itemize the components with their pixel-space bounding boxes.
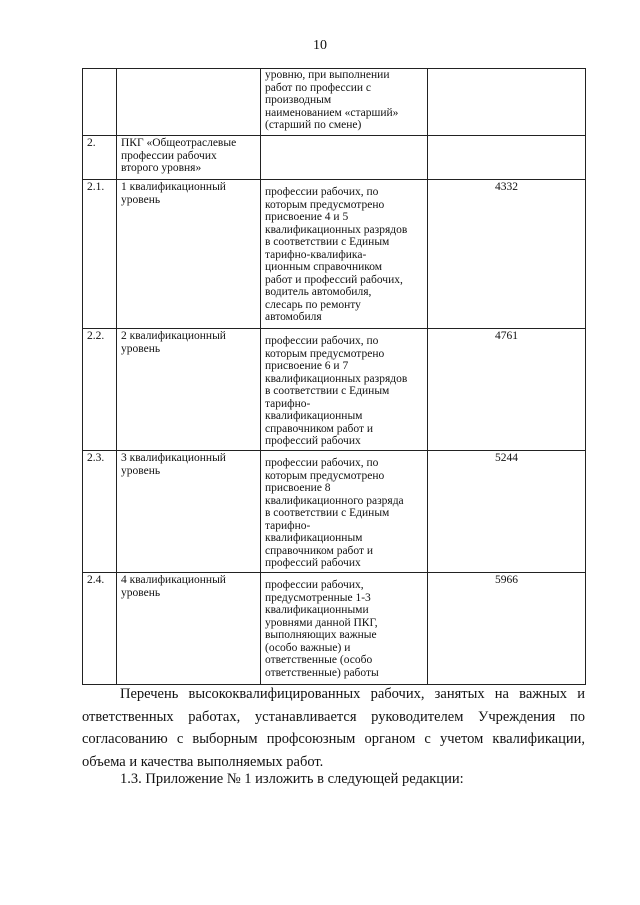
qualification-group: ПКГ «Общеотраслевые профессии рабочих второго уровня» (117, 136, 261, 180)
qualification-group: 2 квалификационный уровень (117, 329, 261, 451)
row-number: 2.3. (83, 451, 117, 573)
salary-value (428, 69, 586, 136)
row-number (83, 69, 117, 136)
table-row (83, 180, 586, 329)
qualification-group: 4 квалификационный уровень (117, 573, 261, 685)
wage-table (82, 68, 586, 685)
table-row (83, 573, 586, 685)
profession-description: уровню, при выполнении работ по профессии с производным наименованием «старший» (старший по смене) (261, 69, 428, 136)
table-row (83, 69, 586, 136)
profession-description: профессии рабочих, предусмотренные 1-3 квалификационными уровнями данной ПКГ, выполняющих важные (особо важные) и ответственные (особо ответственные) работы (261, 573, 428, 685)
profession-description (261, 136, 428, 180)
row-number: 2. (83, 136, 117, 180)
page-number: 10 (313, 38, 327, 53)
table-row (83, 136, 586, 180)
paragraph-text: Перечень высококвалифицированных рабочих, занятых на важных и ответственных работах, устанавливается руководителем Учреждения по согласованию с выборным профсоюзным органом с учетом квалификации, объема и качества выполняемых работ. (82, 686, 585, 770)
paragraph-text: 1.3. Приложение № 1 изложить в следующей редакции: (120, 771, 464, 787)
salary-value: 5966 (428, 573, 586, 685)
salary-value: 4332 (428, 180, 586, 329)
profession-description: профессии рабочих, по которым предусмотрено присвоение 8 квалификационного разряда в соответствии с Единым тарифно- квалификационным справочником работ и профессий рабочих (261, 451, 428, 573)
row-number: 2.4. (83, 573, 117, 685)
profession-description: профессии рабочих, по которым предусмотрено присвоение 6 и 7 квалификационных разрядов в соответствии с Единым тарифно- квалификационным справочником работ и профессий рабочих (261, 329, 428, 451)
qualification-group: 1 квалификационный уровень (117, 180, 261, 329)
profession-description: профессии рабочих, по которым предусмотрено присвоение 4 и 5 квалификационных разрядов в соответствии с Единым тарифно-квалифика- ционным справочником работ и профессий рабочих, водитель автомобиля, слесарь по ремонту автомобиля (261, 180, 428, 329)
qualification-group (117, 69, 261, 136)
salary-value (428, 136, 586, 180)
row-number: 2.1. (83, 180, 117, 329)
qualification-group: 3 квалификационный уровень (117, 451, 261, 573)
table-row (83, 329, 586, 451)
row-number: 2.2. (83, 329, 117, 451)
salary-value: 5244 (428, 451, 586, 573)
salary-value: 4761 (428, 329, 586, 451)
table-row (83, 451, 586, 573)
